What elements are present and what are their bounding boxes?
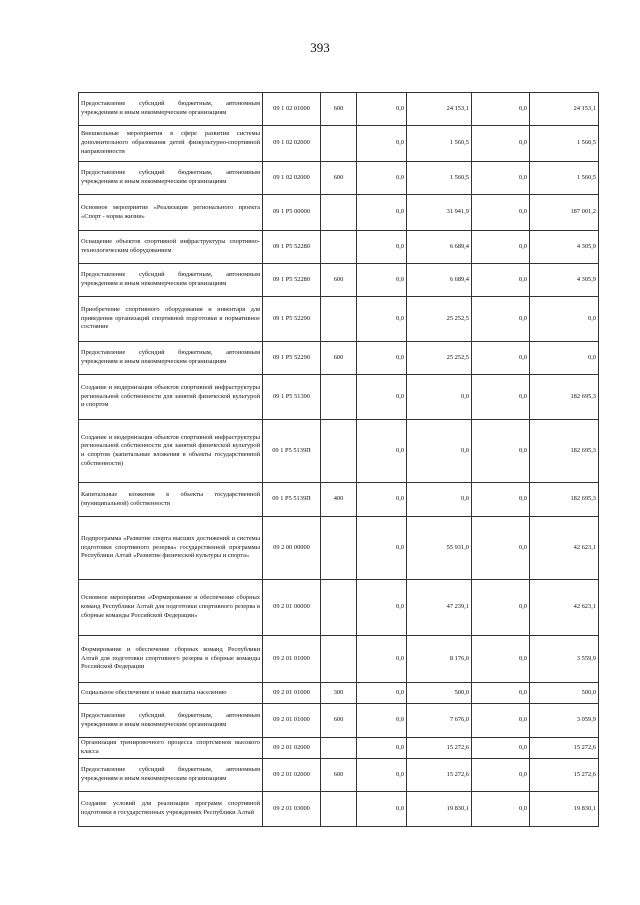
table-row xyxy=(79,517,599,580)
row-value-cell-2: 6 689,4 xyxy=(407,231,472,264)
table-row xyxy=(79,792,599,827)
row-expense-type-cell: 600 xyxy=(321,93,357,126)
row-name-cell: Приобретение спортивного оборудования и инвентаря для приведения организаций спортивной подготовки в нормативное состояние xyxy=(79,297,263,342)
row-value-cell-2: 19 830,1 xyxy=(407,792,472,827)
row-expense-type-cell xyxy=(321,792,357,827)
row-value-cell-2: 31 941,9 xyxy=(407,195,472,231)
table-row xyxy=(79,264,599,297)
table-row xyxy=(79,636,599,683)
row-name-cell: Предоставление субсидий бюджетным, автономным учреждениям и иным некоммерческим организациям xyxy=(79,704,263,738)
row-value-cell-2: 8 176,0 xyxy=(407,636,472,683)
row-value-cell-3: 0,0 xyxy=(472,231,530,264)
row-value-cell-3: 0,0 xyxy=(472,483,530,517)
row-value-cell-1: 0,0 xyxy=(357,580,407,636)
row-value-cell-1: 0,0 xyxy=(357,483,407,517)
row-expense-type-cell xyxy=(321,297,357,342)
row-expense-type-cell xyxy=(321,126,357,162)
table-row xyxy=(79,297,599,342)
row-value-cell-1: 0,0 xyxy=(357,162,407,195)
row-name-cell: Основное мероприятие «Реализация регионального проекта «Спорт - норма жизни» xyxy=(79,195,263,231)
budget-table-body xyxy=(79,93,599,827)
row-value-cell-1: 0,0 xyxy=(357,231,407,264)
row-value-cell-3: 0,0 xyxy=(472,126,530,162)
row-value-cell-3: 0,0 xyxy=(472,264,530,297)
row-value-cell-3: 0,0 xyxy=(472,738,530,759)
row-value-cell-2: 6 689,4 xyxy=(407,264,472,297)
row-value-cell-2: 1 560,5 xyxy=(407,126,472,162)
page-number: 393 xyxy=(310,40,330,55)
row-code-cell: 09 1 02 02000 xyxy=(263,162,321,195)
row-expense-type-cell xyxy=(321,231,357,264)
row-value-cell-3: 0,0 xyxy=(472,683,530,704)
row-code-cell: 09 1 P5 52280 xyxy=(263,231,321,264)
row-expense-type-cell: 600 xyxy=(321,759,357,792)
row-name-cell: Предоставление субсидий бюджетным, автономным учреждениям и иным некоммерческим организациям xyxy=(79,93,263,126)
row-value-cell-3: 0,0 xyxy=(472,792,530,827)
row-expense-type-cell xyxy=(321,420,357,483)
row-value-cell-3: 0,0 xyxy=(472,93,530,126)
row-value-cell-3: 0,0 xyxy=(472,704,530,738)
row-code-cell: 09 2 01 03000 xyxy=(263,792,321,827)
row-expense-type-cell xyxy=(321,375,357,420)
row-value-cell-3: 0,0 xyxy=(472,420,530,483)
row-value-cell-2: 0,0 xyxy=(407,375,472,420)
table-row xyxy=(79,683,599,704)
row-value-cell-1: 0,0 xyxy=(357,93,407,126)
row-value-cell-2: 15 272,6 xyxy=(407,738,472,759)
row-code-cell: 09 1 P5 51390 xyxy=(263,375,321,420)
row-value-cell-2: 0,0 xyxy=(407,420,472,483)
row-value-cell-2: 24 153,1 xyxy=(407,93,472,126)
row-value-cell-1: 0,0 xyxy=(357,759,407,792)
row-value-cell-1: 0,0 xyxy=(357,517,407,580)
row-expense-type-cell: 300 xyxy=(321,683,357,704)
row-value-cell-4: 182 695,3 xyxy=(530,420,599,483)
row-value-cell-4: 1 560,5 xyxy=(530,162,599,195)
row-name-cell: Основное мероприятие «Формирование и обеспечение сборных команд Республики Алтай для подготовки спортивного резерва в сборные команды Российской Федерации» xyxy=(79,580,263,636)
row-value-cell-3: 0,0 xyxy=(472,517,530,580)
table-row xyxy=(79,704,599,738)
row-expense-type-cell: 600 xyxy=(321,264,357,297)
row-name-cell: Капитальные вложения в объекты государственной (муниципальной) собственности xyxy=(79,483,263,517)
table-row xyxy=(79,580,599,636)
row-value-cell-3: 0,0 xyxy=(472,375,530,420)
row-value-cell-1: 0,0 xyxy=(357,375,407,420)
budget-table xyxy=(78,92,599,827)
row-code-cell: 09 2 01 02000 xyxy=(263,738,321,759)
row-code-cell: 09 1 P5 52290 xyxy=(263,297,321,342)
row-expense-type-cell xyxy=(321,195,357,231)
row-value-cell-2: 25 252,5 xyxy=(407,297,472,342)
row-value-cell-2: 1 560,5 xyxy=(407,162,472,195)
row-name-cell: Предоставление субсидий бюджетным, автономным учреждениям и иным некоммерческим организациям xyxy=(79,162,263,195)
row-value-cell-2: 25 252,5 xyxy=(407,342,472,375)
row-value-cell-4: 500,0 xyxy=(530,683,599,704)
row-value-cell-3: 0,0 xyxy=(472,162,530,195)
row-name-cell: Создание и модернизация объектов спортивной инфраструктуры региональной собственности для занятий физической культурой и спортом (капитальные вложения в объекты государственной собственности) xyxy=(79,420,263,483)
row-value-cell-4: 42 623,1 xyxy=(530,580,599,636)
row-value-cell-4: 3 059,9 xyxy=(530,704,599,738)
table-row xyxy=(79,162,599,195)
row-value-cell-4: 42 623,1 xyxy=(530,517,599,580)
row-code-cell: 09 2 01 01000 xyxy=(263,636,321,683)
table-row xyxy=(79,93,599,126)
row-value-cell-1: 0,0 xyxy=(357,636,407,683)
row-value-cell-1: 0,0 xyxy=(357,792,407,827)
row-value-cell-1: 0,0 xyxy=(357,264,407,297)
table-row xyxy=(79,420,599,483)
row-value-cell-1: 0,0 xyxy=(357,126,407,162)
table-row xyxy=(79,738,599,759)
row-name-cell: Оснащение объектов спортивной инфраструктуры спортивно-технологическим оборудованием xyxy=(79,231,263,264)
row-code-cell: 09 1 P5 5139П xyxy=(263,420,321,483)
row-value-cell-3: 0,0 xyxy=(472,759,530,792)
table-row xyxy=(79,195,599,231)
row-value-cell-4: 182 695,3 xyxy=(530,375,599,420)
row-expense-type-cell xyxy=(321,636,357,683)
table-row xyxy=(79,342,599,375)
row-name-cell: Внешкольные мероприятия в сфере развития системы дополнительного образования детей физкультурно-спортивной направленности xyxy=(79,126,263,162)
row-expense-type-cell: 600 xyxy=(321,162,357,195)
row-value-cell-2: 500,0 xyxy=(407,683,472,704)
row-value-cell-3: 0,0 xyxy=(472,636,530,683)
row-code-cell: 09 2 01 02000 xyxy=(263,759,321,792)
table-row xyxy=(79,231,599,264)
table-row xyxy=(79,375,599,420)
row-value-cell-4: 19 830,1 xyxy=(530,792,599,827)
row-value-cell-4: 0,0 xyxy=(530,297,599,342)
row-code-cell: 09 1 02 02000 xyxy=(263,126,321,162)
row-value-cell-3: 0,0 xyxy=(472,342,530,375)
row-expense-type-cell xyxy=(321,580,357,636)
row-code-cell: 09 1 P5 00000 xyxy=(263,195,321,231)
row-value-cell-2: 15 272,6 xyxy=(407,759,472,792)
row-value-cell-4: 1 560,5 xyxy=(530,126,599,162)
row-name-cell: Подпрограмма «Развитие спорта высших достижений и системы подготовки спортивного резерва» государственной программы Республики Алтай «Развитие физической культуры и спорта» xyxy=(79,517,263,580)
row-value-cell-4: 0,0 xyxy=(530,342,599,375)
row-code-cell: 09 1 P5 52290 xyxy=(263,342,321,375)
row-code-cell: 09 2 01 01000 xyxy=(263,683,321,704)
row-code-cell: 09 2 01 01000 xyxy=(263,704,321,738)
row-expense-type-cell: 600 xyxy=(321,704,357,738)
row-name-cell: Предоставление субсидий бюджетным, автономным учреждениям и иным некоммерческим организациям xyxy=(79,759,263,792)
table-row xyxy=(79,483,599,517)
table-row xyxy=(79,759,599,792)
row-value-cell-1: 0,0 xyxy=(357,342,407,375)
row-name-cell: Создание условий для реализации программ спортивной подготовки в государственных учреждениях Республики Алтай xyxy=(79,792,263,827)
table-row xyxy=(79,126,599,162)
row-value-cell-4: 4 305,9 xyxy=(530,264,599,297)
row-value-cell-2: 7 676,0 xyxy=(407,704,472,738)
row-value-cell-1: 0,0 xyxy=(357,683,407,704)
row-value-cell-1: 0,0 xyxy=(357,704,407,738)
row-value-cell-3: 0,0 xyxy=(472,580,530,636)
row-value-cell-4: 15 272,6 xyxy=(530,759,599,792)
row-expense-type-cell: 600 xyxy=(321,342,357,375)
row-name-cell: Формирование и обеспечение сборных команд Республики Алтай для подготовки спортивного резерва в сборные команды Российской Федерации xyxy=(79,636,263,683)
row-code-cell: 09 1 02 01000 xyxy=(263,93,321,126)
row-code-cell: 09 1 P5 52280 xyxy=(263,264,321,297)
row-code-cell: 09 2 00 00000 xyxy=(263,517,321,580)
row-name-cell: Предоставление субсидий бюджетным, автономным учреждениям и иным некоммерческим организациям xyxy=(79,264,263,297)
row-code-cell: 09 2 01 00000 xyxy=(263,580,321,636)
row-value-cell-2: 0,0 xyxy=(407,483,472,517)
row-value-cell-4: 4 305,9 xyxy=(530,231,599,264)
row-value-cell-1: 0,0 xyxy=(357,195,407,231)
row-expense-type-cell xyxy=(321,738,357,759)
row-name-cell: Социальное обеспечение и иные выплаты населению xyxy=(79,683,263,704)
row-value-cell-3: 0,0 xyxy=(472,195,530,231)
row-code-cell: 09 1 P5 5139П xyxy=(263,483,321,517)
row-value-cell-2: 47 239,1 xyxy=(407,580,472,636)
row-expense-type-cell xyxy=(321,517,357,580)
row-value-cell-1: 0,0 xyxy=(357,738,407,759)
row-name-cell: Организация тренировочного процесса спортсменов высокого класса xyxy=(79,738,263,759)
row-value-cell-4: 15 272,6 xyxy=(530,738,599,759)
row-name-cell: Предоставление субсидий бюджетным, автономным учреждениям и иным некоммерческим организациям xyxy=(79,342,263,375)
row-value-cell-2: 55 931,0 xyxy=(407,517,472,580)
row-value-cell-1: 0,0 xyxy=(357,420,407,483)
row-value-cell-4: 3 559,9 xyxy=(530,636,599,683)
row-value-cell-4: 182 695,3 xyxy=(530,483,599,517)
row-name-cell: Создание и модернизация объектов спортивной инфраструктуры региональной собственности для занятий физической культурой и спортом xyxy=(79,375,263,420)
row-expense-type-cell: 400 xyxy=(321,483,357,517)
row-value-cell-1: 0,0 xyxy=(357,297,407,342)
row-value-cell-4: 24 153,1 xyxy=(530,93,599,126)
row-value-cell-4: 187 001,2 xyxy=(530,195,599,231)
row-value-cell-3: 0,0 xyxy=(472,297,530,342)
